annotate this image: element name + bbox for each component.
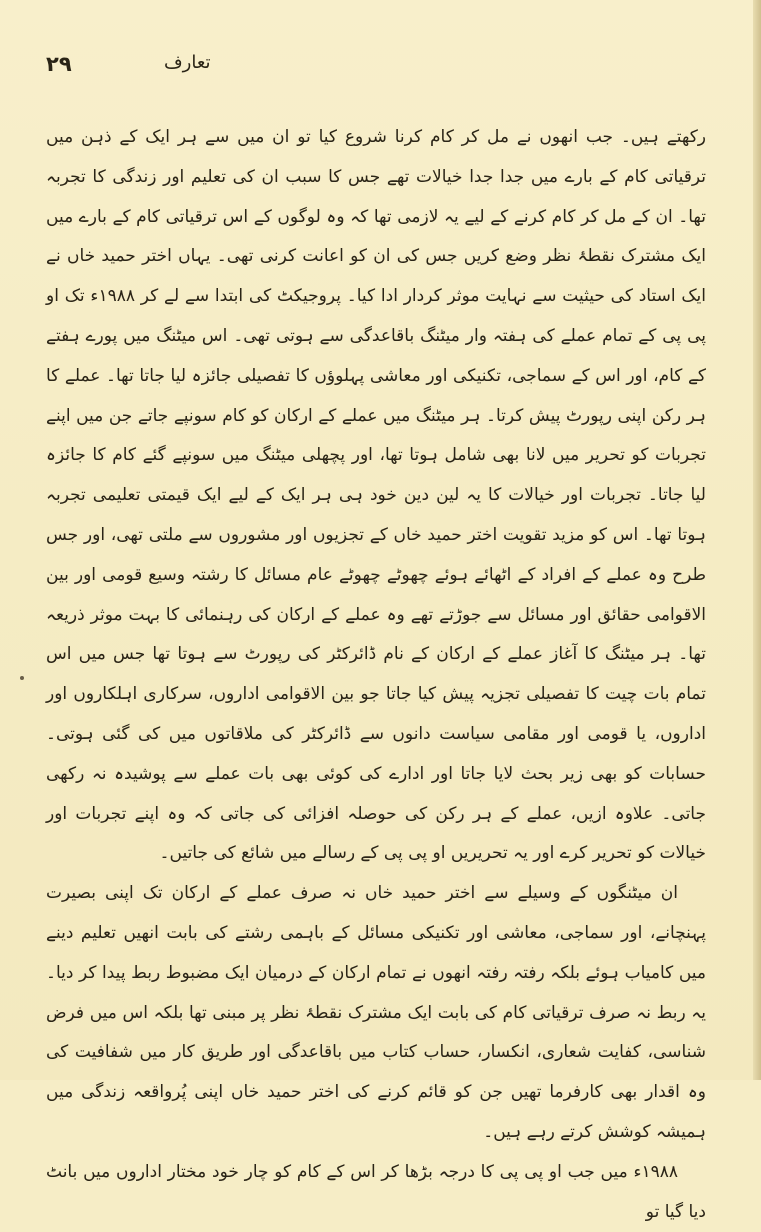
paragraph-2: ان میٹنگوں کے وسیلے سے اختر حمید خاں نہ صرف عملے کے ارکان تک اپنی بصیرت پہنچانے، اور سماجی، معاشی اور تکنیکی مسائل کے باہمی رشتے کی بابت انھیں تعلیم دینے میں کامیاب ہوئے بلکہ رفتہ رفتہ انھوں نے تمام ارکان کے درمیان ایک مضبوط ربط پیدا کر دیا۔ یہ ربط نہ صرف ترقیاتی کام کی بابت ایک مشترک نقطۂ نظر پر مبنی تھا بلکہ اس میں فرض شناسی، کفایت شعاری، انکسار، حساب کتاب میں باقاعدگی اور طریق کار میں شفافیت کی وہ اقدار بھی کارفرما تھیں جن کو قائم کرنے کی اختر حمید خاں اپنی پُرواقعہ زندگی میں ہمیشہ کوشش کرتے رہے ہیں۔ — [46, 883, 706, 1142]
running-section-title: تعارف — [164, 52, 211, 73]
paragraph-3: ۱۹۸۸ء میں جب او پی پی کا درجہ بڑھا کر اس کے کام کو چار خود مختار اداروں میں بانٹ دیا گیا تو — [46, 1161, 706, 1222]
page-edge-shadow — [753, 0, 761, 1080]
margin-ink-mark — [20, 676, 24, 680]
page-body-text — [46, 118, 706, 1222]
page-number: ۲۹ — [46, 52, 72, 76]
paragraph-1: رکھتے ہیں۔ جب انھوں نے مل کر کام کرنا شروع کیا تو ان میں سے ہر ایک کے ذہن میں ترقیاتی کام کے بارے میں جدا جدا خیالات تھے جس کا سبب ان کی تعلیم اور زندگی کا تجربہ تھا۔ ان کے مل کر کام کرنے کے لیے یہ لازمی تھا کہ وہ لوگوں کے اس ترقیاتی کام کے بارے میں ایک مشترک نقطۂ نظر وضع کریں جس کی ان کو اعانت کرنی تھی۔ یہاں اختر حمید خاں نے ایک استاد کی حیثیت سے نہایت موثر کردار ادا کیا۔ پروجیکٹ کی ابتدا سے لے کر ۱۹۸۸ء تک او پی پی کے تمام عملے کی ہفتہ وار میٹنگ باقاعدگی سے ہوتی تھی۔ اس میٹنگ میں پورے ہفتے کے کام، اور اس کے سماجی، تکنیکی اور معاشی پہلوؤں کا تفصیلی جائزہ لیا جاتا تھا۔ عملے کا ہر رکن اپنی رپورٹ پیش کرتا۔ ہر میٹنگ میں عملے کے ارکان کو کام سونپے جاتے جن میں اپنے تجربات کو تحریر میں لانا بھی شامل ہوتا تھا، اور پچھلی میٹنگ میں سونپے گئے کام کا جائزہ لیا جاتا۔ تجربات اور خیالات کا یہ لین دین خود ہی ہر ایک کے لیے ایک قیمتی تعلیمی تجربہ ہوتا تھا۔ اس کو مزید تقویت اختر حمید خاں کے تجزیوں اور مشوروں سے ملتی تھی، اور جس طرح وہ عملے کے افراد کے اٹھائے ہوئے چھوٹے چھوٹے عام مسائل کا رشتہ وسیع قومی اور بین الاقوامی حقائق اور مسائل سے جوڑتے تھے وہ عملے کے ارکان کی رہنمائی کا بہت موثر ذریعہ تھا۔ ہر میٹنگ کا آغاز عملے کے ارکان کے نام ڈائرکٹر کی رپورٹ سے ہوتا تھا جس میں اس تمام بات چیت کا تفصیلی تجزیہ پیش کیا جاتا جو بین الاقوامی اداروں، سرکاری اہلکاروں اور اداروں، یا قومی اور مقامی سیاست دانوں سے ڈائرکٹر کی ملاقاتوں میں کی گئی ہوتی۔ حسابات کو بھی زیر بحث لایا جاتا اور ادارے کی کوئی بھی بات عملے سے پوشیدہ نہ رکھی جاتی۔ علاوہ ازیں، عملے کے ہر رکن کی حوصلہ افزائی کی جاتی کہ وہ اپنے تجربات اور خیالات کو تحریر کرے اور یہ تحریریں او پی پی کے رسالے میں شائع کی جاتیں۔ — [46, 127, 706, 864]
page-header — [46, 52, 226, 82]
